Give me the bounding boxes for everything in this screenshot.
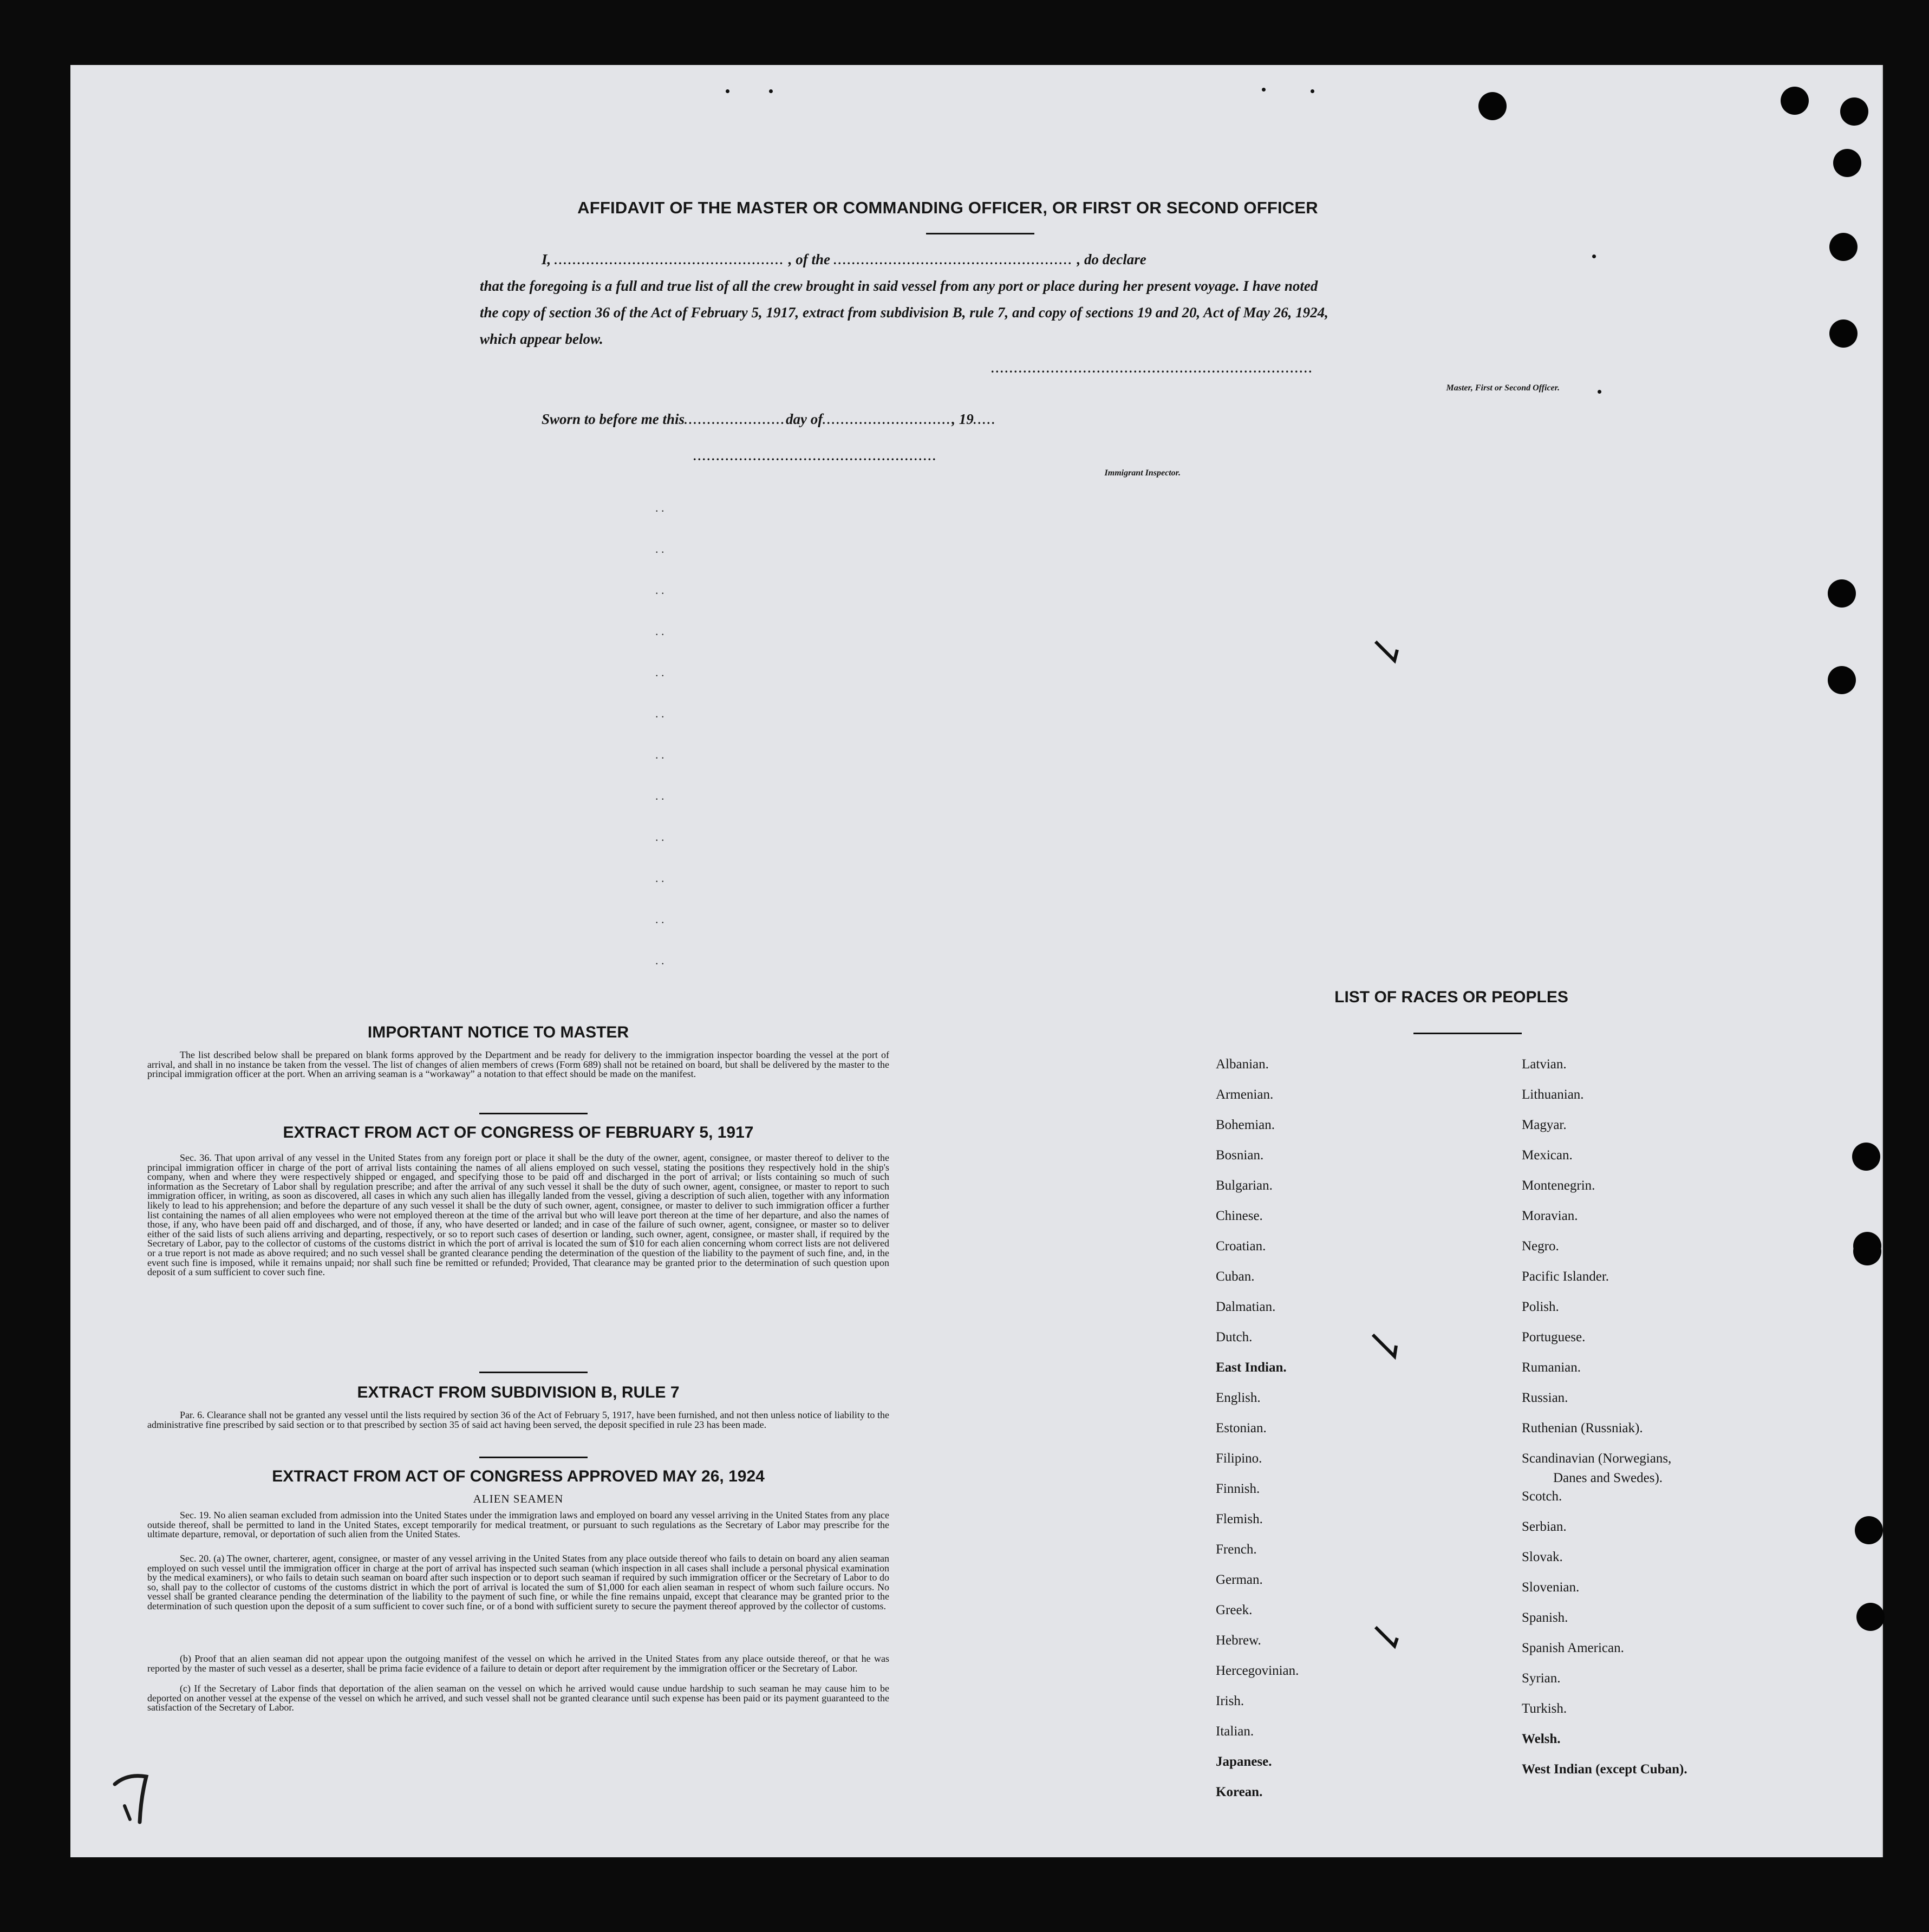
affidavit-line-2: that the foregoing is a full and true list of all the crew brought in said vessel from any port or place during her present voyage. I have noted: [480, 278, 1318, 294]
race-item: Scotch.: [1522, 1489, 1562, 1504]
extract-1924-sec20c: (c) If the Secretary of Labor finds that deportation of the alien seaman on the vessel on which he arrived would cause undue hardship to such seaman he may cause him to be deported on another vessel at the expense of the vessel on which he arrived, and such vessel shall not be granted clearance until such expense has been paid or its payment guaranteed to the satisfaction of the Secretary of Labor.: [147, 1683, 889, 1713]
race-item: Estonian.: [1216, 1421, 1267, 1435]
extract-1924-subtitle: ALIEN SEAMEN: [473, 1492, 564, 1505]
section-divider: [479, 1113, 588, 1114]
race-item: Greek.: [1216, 1603, 1253, 1617]
extract-1924-sec20a: Sec. 20. (a) The owner, charterer, agent, consignee, or master of any vessel arriving in the United States from any place outside thereof who fails to detain on board any alien seaman employed on such vessel until the immigration officer in charge at the port of arrival has inspected such seaman (which inspection in all cases shall include a personal physical examination by the medical examiners), or who fails to detain such seaman on board after such inspection or to deport such seaman if required by such immigration officer or the Secretary of Labor to do so, shall pay to the collector of customs of the customs district in which the port of arrival is located the sum of $1,000 for each alien seaman in respect of whom such failure occurs. No vessel shall be granted clearance pending the determination of the liability to the payment of such fine, or while the fine remains unpaid, except that clearance may be granted prior to the determination of such question upon the deposit of a sum sufficient to cover such fine, or of a bond with sufficient surety to secure the payment thereof approved by the collector of customs.: [147, 1553, 889, 1611]
title-underline: [926, 233, 1034, 234]
race-item: English.: [1216, 1391, 1261, 1405]
check-mark: [1373, 639, 1411, 677]
dotted-fill: ..................................................: [555, 253, 785, 267]
race-item: Rumanian.: [1522, 1360, 1581, 1375]
race-item: Moravian.: [1522, 1209, 1578, 1223]
race-item: Latvian.: [1522, 1057, 1567, 1072]
extract-1924-title: EXTRACT FROM ACT OF CONGRESS APPROVED MAY 26, 1924: [272, 1467, 765, 1485]
extract-1924-sec19: Sec. 19. No alien seaman excluded from admission into the United States under the immigration laws and employed on board any vessel arriving in the United States from any place outside thereof, shall be permitted to land in the United States, except temporarily for medical treatment, or pursuant to such regulations as the Secretary of Labor may prescribe for the ultimate departure, removal, or deportation of such alien from the United States.: [147, 1510, 889, 1540]
sworn-prefix: Sworn to before me this: [542, 411, 685, 427]
race-item: Italian.: [1216, 1724, 1254, 1739]
punch-hole: [1852, 1143, 1880, 1171]
race-item: Lithuanian.: [1522, 1087, 1584, 1102]
master-signature-line: ......................................................................: [991, 362, 1313, 375]
race-item: Negro.: [1522, 1239, 1559, 1254]
dotted-fill: .....: [973, 413, 997, 427]
sworn-line: [542, 406, 1300, 433]
race-item: Filipino.: [1216, 1451, 1262, 1466]
race-item: Irish.: [1216, 1694, 1244, 1708]
speck: [1598, 390, 1601, 394]
check-mark: [1373, 1624, 1411, 1662]
affidavit-of-the: , of the: [788, 251, 831, 267]
races-title-underline: [1413, 1033, 1522, 1034]
notice-text: The list described below shall be prepared on blank forms approved by the Department and be ready for delivery to the immigration inspector boarding the vessel at the port of arrival, and shall in no instance be taken from the vessel. The list of changes of alien members of crews (Form 689) shall not be retained on board, but shall be delivered by the master to the principal immigration officer at the port. When an arriving seaman is a “workaway” a notation to that effect should be made on the manifest.: [147, 1049, 889, 1080]
speck: [1262, 88, 1266, 92]
extract-1924-sec20b: (b) Proof that an alien seaman did not appear upon the outgoing manifest of the vessel on which he arrived in the United States from any place outside thereof, or that he was reported by the master of such vessel as a deserter, shall be prima facie evidence of a failure to detain or deport after requirement by the immigration officer or the Secretary of Labor.: [147, 1653, 889, 1674]
punch-hole: [1478, 92, 1507, 120]
punch-hole: [1781, 87, 1809, 115]
race-item: Slovenian.: [1522, 1580, 1580, 1595]
sworn-day: day of: [786, 411, 823, 427]
race-item: Dalmatian.: [1216, 1300, 1276, 1314]
race-item: Spanish.: [1522, 1610, 1568, 1625]
dotted-fill: ....................................................: [833, 253, 1073, 267]
punch-hole: [1828, 579, 1856, 608]
speck: [1592, 254, 1596, 258]
race-item: Portuguese.: [1522, 1330, 1586, 1344]
inspector-caption: Immigrant Inspector.: [1104, 468, 1181, 478]
master-caption: Master, First or Second Officer.: [1446, 383, 1560, 393]
section-divider: [479, 1372, 588, 1373]
races-title: LIST OF RACES OR PEOPLES: [1334, 988, 1568, 1006]
affidavit-line-3: the copy of section 36 of the Act of February 5, 1917, extract from subdivision B, rule 7, and copy of sections 19 and 20, Act of May 26, 1924,: [480, 304, 1328, 321]
punch-hole: [1833, 149, 1861, 177]
race-item: Ruthenian (Russniak).: [1522, 1421, 1643, 1435]
race-item: Danes and Swedes).: [1553, 1471, 1663, 1485]
inspector-signature-line: .....................................................: [693, 449, 937, 463]
affidavit-line-1: [542, 246, 1560, 273]
dotted-fill: ............................: [823, 413, 952, 427]
race-item: Cuban.: [1216, 1269, 1255, 1284]
race-item: Armenian.: [1216, 1087, 1274, 1102]
punch-hole: [1829, 319, 1858, 348]
extract-rule7-text: Par. 6. Clearance shall not be granted any vessel until the lists required by section 36 of the Act of February 5, 1917, have been furnished, and not then unless notice of liability to the administrative fine prescribed by said section or to that prescribed by section 35 of said act having been served, the deposit specified in rule 23 has been made.: [147, 1409, 889, 1430]
race-item: Magyar.: [1522, 1118, 1567, 1132]
race-item: Pacific Islander.: [1522, 1269, 1609, 1284]
race-item: French.: [1216, 1542, 1257, 1557]
dotted-fill: ......................: [685, 413, 786, 427]
race-item: Flemish.: [1216, 1512, 1263, 1526]
race-item: Finnish.: [1216, 1481, 1260, 1496]
race-item: German.: [1216, 1572, 1263, 1587]
race-item: Korean.: [1216, 1785, 1263, 1799]
race-item: Bulgarian.: [1216, 1178, 1273, 1193]
form-page: [70, 65, 1883, 1857]
speck: [726, 89, 729, 93]
punch-hole: [1853, 1237, 1881, 1265]
punch-hole: [1828, 666, 1856, 694]
affidavit-i: I,: [542, 251, 551, 267]
race-item: Japanese.: [1216, 1754, 1272, 1769]
race-item: Croatian.: [1216, 1239, 1266, 1254]
faint-column-marks: . . . . . . . . . . . . . . . . . . . . . . . .: [655, 501, 664, 967]
race-item: Welsh.: [1522, 1732, 1561, 1746]
race-item: Bohemian.: [1216, 1118, 1275, 1132]
race-item: Hercegovinian.: [1216, 1663, 1299, 1678]
extract-1917-text: Sec. 36. That upon arrival of any vessel in the United States from any foreign port or place it shall be the duty of the owner, agent, consignee, or master thereof to deliver to the principal immigration officer in charge of the port of arrival lists containing the names of all aliens employed on such vessel, stating the positions they respectively hold in the ship's company, when and where they were respectively shipped or engaged, and specifying those to be paid off and discharged in the port of arrival; or lists containing so much of such information as the Secretary of Labor shall by regulation prescribe; and after the arrival of any such vessel it shall be the duty of such owner, agent, consignee, or master to report to such immigration officer, in writing, as soon as discovered, all cases in which any such alien has illegally landed from the vessel, giving a description of such alien, together with any information likely to lead to his apprehension; and before the departure of any such vessel it shall be the duty of such owner, agent, consignee, or master to deliver to such immigration officer a further list containing the names of all alien employees who were not employed thereon at the time of the arrival but who will leave port thereon at the time of her departure, and also the names of those, if any, who have been paid off and discharged, and of those, if any, who have deserted or landed; and in case of the failure of such owner, agent, consignee, or master so to deliver either of the said lists of such aliens arriving and departing, respectively, or so to report such cases of desertion or landing, such owner, agent, consignee, or master shall, if required by the Secretary of Labor, pay to the collector of customs of the customs district in which the port of arrival is located the sum of $10 for each alien concerning whom correct lists are not delivered or a true report is not made as above required; and no such vessel shall be granted clearance pending the determination of the question of the liability to the payment of such fine, and, in the event such fine is imposed, while it remains unpaid; nor shall such fine be remitted or refunded; Provided, That clearance may be granted prior to the determination of such question upon deposit of a sum sufficient to cover such fine.: [147, 1152, 889, 1278]
section-divider: [479, 1457, 588, 1458]
race-item: Slovak.: [1522, 1550, 1563, 1564]
race-item: Hebrew.: [1216, 1633, 1261, 1648]
race-item: Turkish.: [1522, 1701, 1567, 1716]
affidavit-title: AFFIDAVIT OF THE MASTER OR COMMANDING OFFICER, OR FIRST OR SECOND OFFICER: [577, 198, 1318, 217]
punch-hole: [1856, 1603, 1885, 1631]
race-item: West Indian (except Cuban).: [1522, 1762, 1687, 1777]
race-item: Bosnian.: [1216, 1148, 1264, 1163]
speck: [769, 89, 773, 93]
race-item: Polish.: [1522, 1300, 1559, 1314]
race-item: Albanian.: [1216, 1057, 1269, 1072]
race-item: Syrian.: [1522, 1671, 1561, 1686]
race-item: Chinese.: [1216, 1209, 1263, 1223]
race-item: Mexican.: [1522, 1148, 1573, 1163]
race-item: Spanish American.: [1522, 1641, 1624, 1655]
affidavit-declare: , do declare: [1077, 251, 1146, 267]
handwritten-number: [108, 1768, 162, 1827]
punch-hole: [1829, 233, 1858, 261]
sworn-year: , 19: [952, 411, 974, 427]
race-item: Serbian.: [1522, 1519, 1567, 1534]
race-item: Scandinavian (Norwegians,: [1522, 1451, 1672, 1466]
affidavit-line-4: which appear below.: [480, 331, 603, 347]
race-item: Dutch.: [1216, 1330, 1253, 1344]
extract-rule7-title: EXTRACT FROM SUBDIVISION B, RULE 7: [357, 1383, 680, 1401]
notice-title: IMPORTANT NOTICE TO MASTER: [367, 1023, 629, 1041]
race-item: East Indian.: [1216, 1360, 1287, 1375]
race-item: Montenegrin.: [1522, 1178, 1595, 1193]
handwritten-seven-glyph: [108, 1768, 162, 1827]
punch-hole: [1840, 97, 1868, 126]
extract-1917-title: EXTRACT FROM ACT OF CONGRESS OF FEBRUARY 5, 1917: [283, 1124, 754, 1141]
speck: [1311, 89, 1314, 93]
race-item: Russian.: [1522, 1391, 1568, 1405]
check-mark: [1370, 1332, 1408, 1370]
punch-hole: [1855, 1516, 1883, 1544]
